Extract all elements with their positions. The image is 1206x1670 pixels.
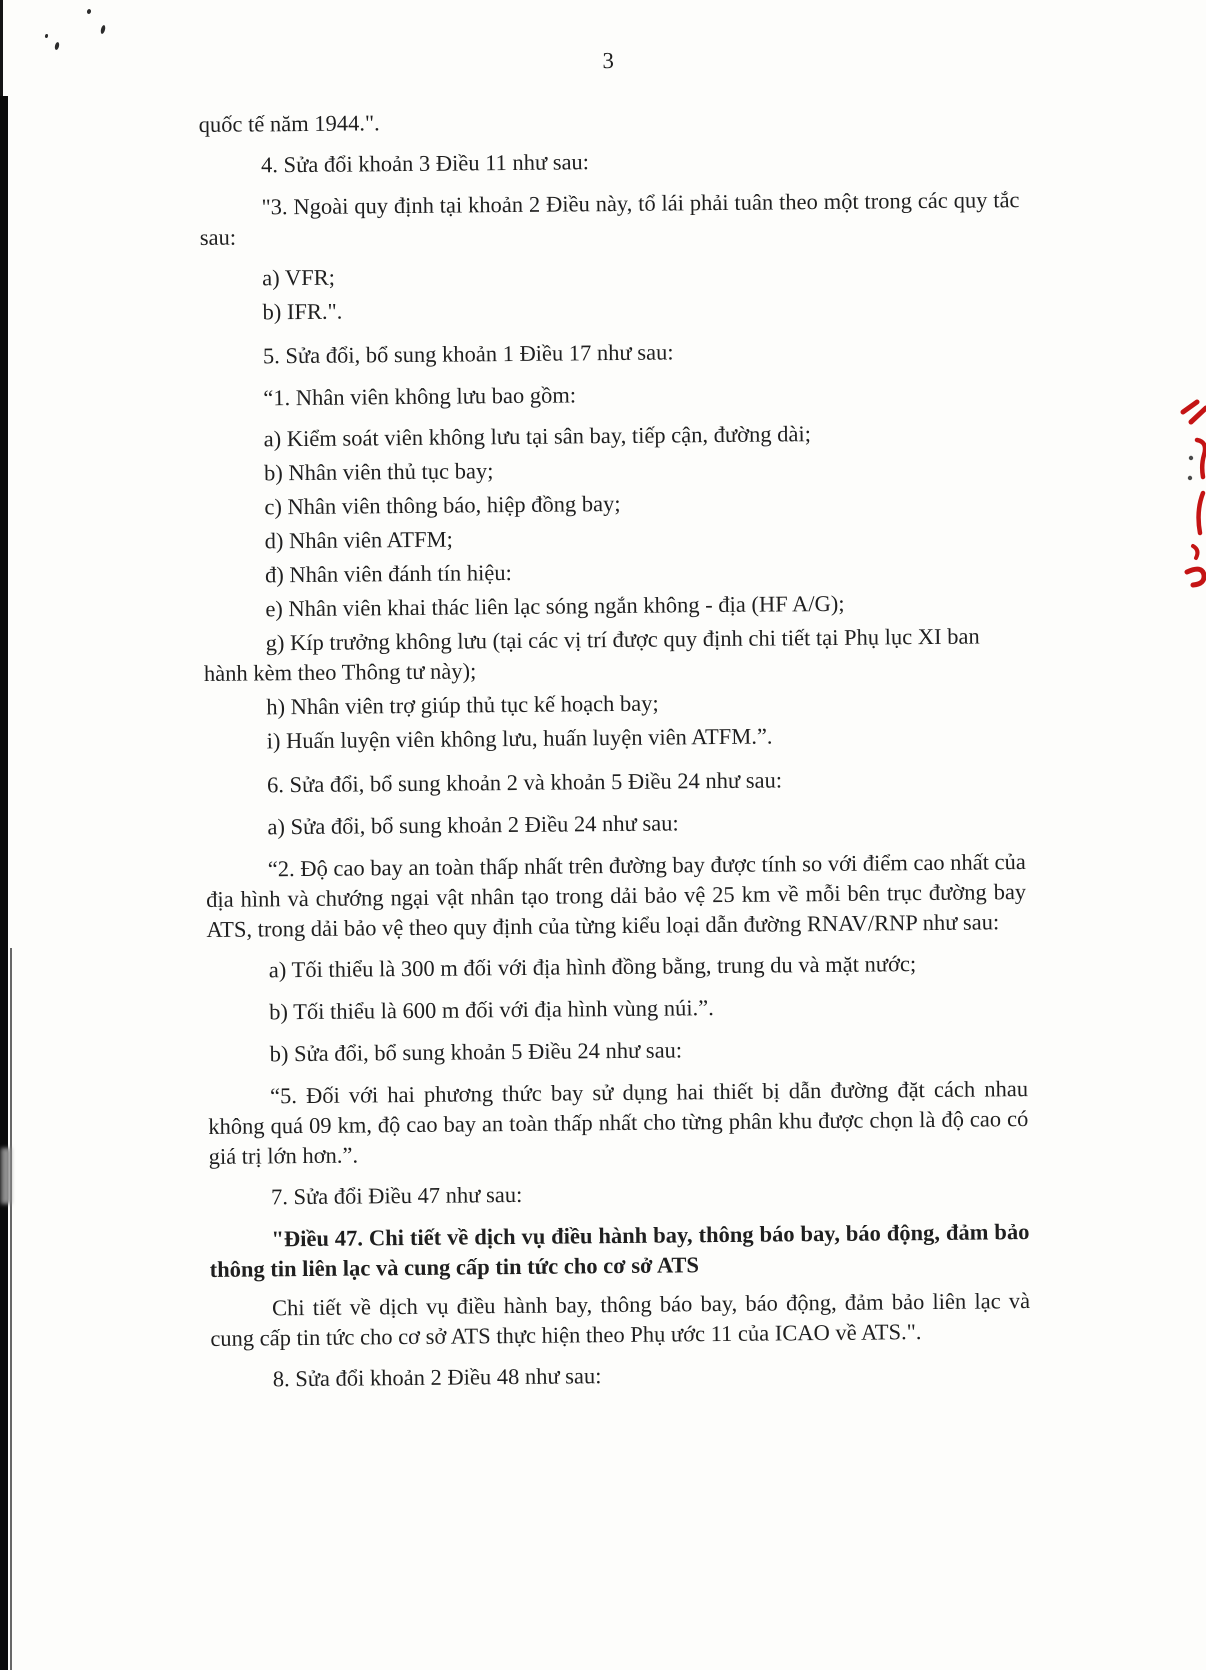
paragraph: a) VFR; xyxy=(262,264,336,291)
paragraph: 6. Sửa đổi, bổ sung khoản 2 và khoản 5 Điều 24 như sau: xyxy=(266,767,783,798)
scanner-edge-line xyxy=(10,948,12,1670)
paragraph: Chi tiết về dịch vụ điều hành bay, thông báo bay, báo động, đảm bảo liên lạc và cung cấp tin tức cho cơ sở ATS thực hiện theo Phụ ước 11 của ICAO về ATS.". xyxy=(210,1288,1031,1351)
document-body xyxy=(199,102,1031,1395)
page-number: 3 xyxy=(602,48,614,74)
paragraph: "Điều 47. Chi tiết về dịch vụ điều hành bay, thông báo bay, báo động, đảm bảo thông tin liên lạc và cung cấp tin tức cho cơ sở ATS xyxy=(209,1219,1030,1282)
paragraph: “1. Nhân viên không lưu bao gồm: xyxy=(263,382,577,411)
scanner-edge-strip xyxy=(0,96,8,1670)
paragraph: quốc tế năm 1944.". xyxy=(198,110,380,137)
paragraph: c) Nhân viên thông báo, hiệp đồng bay; xyxy=(264,490,621,520)
ink-speck xyxy=(100,25,106,35)
ink-speck xyxy=(54,42,60,51)
paragraph: i) Huấn luyện viên không lưu, huấn luyện viên ATFM.”. xyxy=(266,723,773,754)
paragraph: b) IFR.". xyxy=(262,298,343,325)
paragraph: 5. Sửa đổi, bổ sung khoản 1 Điều 17 như sau: xyxy=(262,339,674,369)
scanner-edge-strip-top xyxy=(0,0,3,100)
paragraph: b) Nhân viên thủ tục bay; xyxy=(263,458,494,486)
paragraph: “2. Độ cao bay an toàn thấp nhất trên đường bay được tính so với điểm cao nhất của địa hình và chướng ngại vật nhân tạo trong dải bảo vệ 25 km về mỗi bên trục đường bay ATS, trong dải bảo vệ theo quy định của từng kiểu loại dẫn đường RNAV/RNP như sau: xyxy=(206,849,1027,942)
paragraph: 4. Sửa đổi khoản 3 Điều 11 như sau: xyxy=(260,149,590,178)
paragraph: "3. Ngoài quy định tại khoản 2 Điều này, tổ lái phải tuân theo một trong các quy tắc sau: xyxy=(199,187,1020,250)
paragraph: d) Nhân viên ATFM; xyxy=(264,526,453,554)
paragraph: e) Nhân viên khai thác liên lạc sóng ngắn không - địa (HF A/G); xyxy=(265,590,845,622)
paragraph: g) Kíp trưởng không lưu (tại các vị trí được quy định chi tiết tại Phụ lục XI ban hành kèm theo Thông tư này); xyxy=(203,623,980,686)
paragraph: h) Nhân viên trợ giúp thủ tục kế hoạch bay; xyxy=(266,690,659,720)
paragraph: a) Sửa đổi, bổ sung khoản 2 Điều 24 như sau: xyxy=(267,810,679,840)
paragraph: b) Tối thiểu là 600 m đối với địa hình vùng núi.”. xyxy=(269,995,714,1025)
paragraph: a) Kiểm soát viên không lưu tại sân bay, tiếp cận, đường dài; xyxy=(263,421,812,452)
ink-speck xyxy=(45,34,49,39)
paragraph: b) Sửa đổi, bổ sung khoản 5 Điều 24 như sau: xyxy=(269,1037,683,1067)
paragraph: 8. Sửa đổi khoản 2 Điều 48 như sau: xyxy=(272,1363,602,1392)
ink-speck xyxy=(86,9,91,15)
red-ink-mark xyxy=(1180,398,1206,594)
document-content xyxy=(198,42,1031,1407)
scan-smudge xyxy=(1,1148,11,1204)
paragraph: 7. Sửa đổi Điều 47 như sau: xyxy=(270,1181,523,1210)
paragraph: a) Tối thiểu là 300 m đối với địa hình đồng bằng, trung du và mặt nước; xyxy=(268,951,917,983)
paragraph: đ) Nhân viên đánh tín hiệu: xyxy=(264,560,512,588)
paragraph: “5. Đối với hai phương thức bay sử dụng hai thiết bị dẫn đường đặt cách nhau không quá 09 km, độ cao bay an toàn thấp nhất cho từng phân khu được chọn là độ cao có giá trị lớn hơn.”. xyxy=(208,1076,1029,1169)
